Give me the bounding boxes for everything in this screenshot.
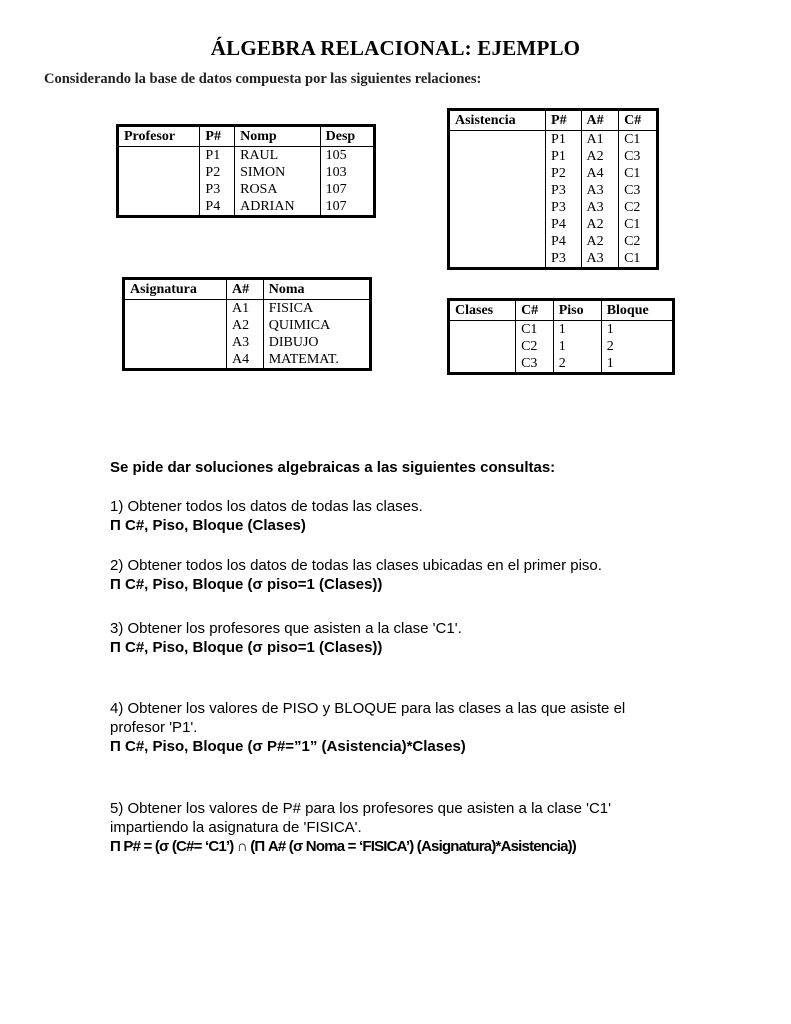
table-cell [449, 250, 546, 269]
table-cell: C2 [619, 199, 658, 216]
table-row [124, 317, 371, 334]
question-3 [110, 619, 670, 657]
table-row [449, 199, 658, 216]
table-cell [449, 355, 516, 374]
table-cell: A3 [581, 182, 619, 199]
table-cell: C1 [516, 321, 554, 339]
table-cell: A1 [227, 300, 264, 318]
table-cell: C1 [619, 131, 658, 149]
table-row [449, 131, 658, 149]
table-cell: C1 [619, 216, 658, 233]
table-cell [449, 233, 546, 250]
table-cell: ADRIAN [235, 198, 321, 217]
table-cell [449, 182, 546, 199]
table-cell: P1 [546, 131, 581, 149]
table-cell: C2 [516, 338, 554, 355]
table-cell: QUIMICA [263, 317, 370, 334]
table-cell: 1 [601, 321, 673, 339]
clases-table [447, 298, 675, 375]
table-cell: C3 [516, 355, 554, 374]
asistencia-table [447, 108, 659, 270]
profesor-table [116, 124, 376, 218]
table-header-row [124, 279, 371, 300]
table-cell: P4 [546, 216, 581, 233]
table-cell: RAUL [235, 147, 321, 165]
table-cell: A2 [581, 233, 619, 250]
table-cell: A4 [227, 351, 264, 370]
table-cell: FISICA [263, 300, 370, 318]
table-cell: 1 [553, 321, 601, 339]
table-cell [449, 165, 546, 182]
table-row [449, 165, 658, 182]
column-header: Clases [449, 300, 516, 321]
table-cell: P2 [200, 164, 235, 181]
table-cell: 2 [553, 355, 601, 374]
table-row [449, 182, 658, 199]
question-answer: Π C#, Piso, Bloque (σ P#=”1” (Asistencia)*Clases) [110, 738, 466, 755]
table-cell: P3 [546, 199, 581, 216]
table-cell: 1 [601, 355, 673, 374]
question-answer: Π C#, Piso, Bloque (σ piso=1 (Clases)) [110, 576, 383, 593]
table-header-row [449, 300, 674, 321]
table-cell: 1 [553, 338, 601, 355]
table-header-row [449, 110, 658, 131]
column-header: P# [546, 110, 581, 131]
table-cell [449, 321, 516, 339]
question-4 [110, 699, 670, 756]
table-cell [124, 351, 227, 370]
table-cell [118, 164, 200, 181]
table-row [449, 355, 674, 374]
table-cell: 103 [320, 164, 374, 181]
table-cell [449, 148, 546, 165]
table-cell: A2 [581, 148, 619, 165]
table-row [118, 181, 375, 198]
table-cell [124, 317, 227, 334]
question-text: 3) Obtener los profesores que asisten a la clase 'C1'. [110, 620, 462, 637]
intro-text: Considerando la base de datos compuesta por las siguientes relaciones: [44, 71, 482, 87]
page-title: ÁLGEBRA RELACIONAL: EJEMPLO [210, 36, 581, 60]
table-row [449, 321, 674, 339]
column-header: C# [619, 110, 658, 131]
question-text: 1) Obtener todos los datos de todas las clases. [110, 498, 423, 515]
column-header: Asignatura [124, 279, 227, 300]
table-row [118, 147, 375, 165]
column-header: C# [516, 300, 554, 321]
table-cell: P3 [546, 182, 581, 199]
table-cell: SIMON [235, 164, 321, 181]
column-header: Noma [263, 279, 370, 300]
column-header: Desp [320, 126, 374, 147]
table-cell: A3 [581, 199, 619, 216]
table-cell: A2 [227, 317, 264, 334]
table-row [449, 338, 674, 355]
table-cell: A4 [581, 165, 619, 182]
table-cell: 2 [601, 338, 673, 355]
table-cell: P4 [546, 233, 581, 250]
table-cell: C1 [619, 165, 658, 182]
table-cell: P2 [546, 165, 581, 182]
column-header: Profesor [118, 126, 200, 147]
table-cell: P3 [546, 250, 581, 269]
table-header-row [118, 126, 375, 147]
table-cell: P4 [200, 198, 235, 217]
table-cell [449, 338, 516, 355]
column-header: Piso [553, 300, 601, 321]
table-row [449, 216, 658, 233]
column-header: A# [227, 279, 264, 300]
table-cell: C1 [619, 250, 658, 269]
column-header: A# [581, 110, 619, 131]
table-row [449, 233, 658, 250]
table-cell: ROSA [235, 181, 321, 198]
table-cell [118, 198, 200, 217]
table-cell: A2 [581, 216, 619, 233]
table-cell [124, 300, 227, 318]
table-row [118, 164, 375, 181]
exercise-heading: Se pide dar soluciones algebraicas a las siguientes consultas: [110, 459, 556, 476]
column-header: Nomp [235, 126, 321, 147]
question-5 [110, 799, 670, 856]
column-header: Bloque [601, 300, 673, 321]
table-row [449, 250, 658, 269]
table-cell [449, 199, 546, 216]
table-row [449, 148, 658, 165]
table-row [124, 351, 371, 370]
question-answer: Π C#, Piso, Bloque (σ piso=1 (Clases)) [110, 639, 383, 656]
table-cell [118, 181, 200, 198]
question-answer: Π C#, Piso, Bloque (Clases) [110, 517, 306, 534]
table-cell: C3 [619, 148, 658, 165]
question-2 [110, 556, 670, 594]
table-cell: C3 [619, 182, 658, 199]
asignatura-table [122, 277, 372, 371]
table-cell [449, 131, 546, 149]
question-text: 4) Obtener los valores de PISO y BLOQUE para las clases a las que asiste el profesor 'P1'. [110, 700, 626, 736]
question-1 [110, 497, 670, 535]
table-cell [124, 334, 227, 351]
table-cell: MATEMAT. [263, 351, 370, 370]
question-text: 2) Obtener todos los datos de todas las clases ubicadas en el primer piso. [110, 557, 602, 574]
table-cell: A3 [227, 334, 264, 351]
table-cell: P1 [200, 147, 235, 165]
table-cell: A3 [581, 250, 619, 269]
table-cell: P1 [546, 148, 581, 165]
column-header: Asistencia [449, 110, 546, 131]
table-cell: 105 [320, 147, 374, 165]
question-text: 5) Obtener los valores de P# para los profesores que asisten a la clase 'C1' impartiendo la asignatura de 'FISICA'. [110, 800, 611, 836]
table-cell [449, 216, 546, 233]
table-row [124, 334, 371, 351]
table-row [124, 300, 371, 318]
column-header: P# [200, 126, 235, 147]
table-cell: A1 [581, 131, 619, 149]
table-row [118, 198, 375, 217]
table-cell: DIBUJO [263, 334, 370, 351]
table-cell: 107 [320, 198, 374, 217]
table-cell: C2 [619, 233, 658, 250]
table-cell: P3 [200, 181, 235, 198]
question-answer: Π P# = (σ (C#= ‘C1’) ∩ (Π A# (σ Noma = ‘FISICA’) (Asignatura)*Asistencia)) [110, 838, 577, 855]
table-cell [118, 147, 200, 165]
table-cell: 107 [320, 181, 374, 198]
